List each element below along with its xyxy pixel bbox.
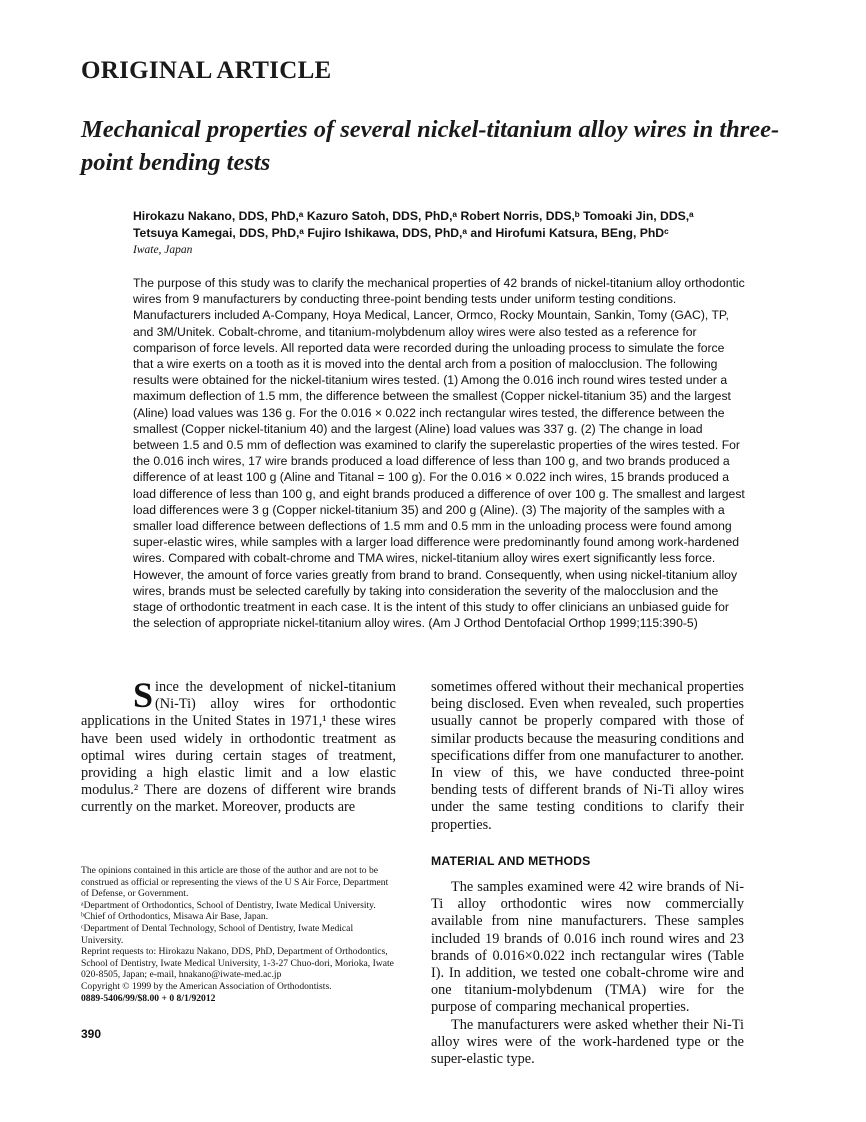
- footnote-code: 0889-5406/99/$8.00 + 0 8/1/92012: [81, 992, 216, 1004]
- footnote-reprint: Reprint requests to: Hirokazu Nakano, DDS, PhD, Department of Orthodontics, School of Dentistry, Iwate Medical University, 1-3-27 Chuo-dori, Morioka, Iwate 020-8505, Japan; e-mail, hnakano@iwate-med.ac.jp: [81, 946, 394, 981]
- drop-cap: S: [133, 675, 154, 715]
- section-label: ORIGINAL ARTICLE: [81, 57, 332, 84]
- author-list: [133, 208, 773, 242]
- footnote-c: ᶜDepartment of Dental Technology, School of Dentistry, Iwate Medical University.: [81, 922, 354, 946]
- body-column-left: [81, 675, 396, 817]
- page-number: 390: [81, 1027, 102, 1041]
- intro-paragraph: [81, 675, 396, 817]
- body-column-right: [431, 679, 744, 1068]
- affiliation: Iwate, Japan: [133, 244, 193, 256]
- footnote-b: ᵇChief of Orthodontics, Misawa Air Base, Japan.: [81, 911, 269, 923]
- footnote-copyright: Copyright © 1999 by the American Association of Orthodontists.: [81, 980, 332, 992]
- footnotes: [81, 865, 396, 1004]
- footnote-a: ᵃDepartment of Orthodontics, School of Dentistry, Iwate Medical University.: [81, 899, 376, 911]
- footnote-disclaimer: The opinions contained in this article are those of the author and are not to be construed as official or representing the views of the U S Air Force, Department of Defense, or Government.: [81, 865, 389, 900]
- methods-paragraph-2: The manufacturers were asked whether their Ni-Ti alloy wires were of the work-hardened type or the super-elastic type.: [431, 1016, 744, 1068]
- methods-heading: MATERIAL AND METHODS: [431, 853, 591, 868]
- author-line-2: Tetsuya Kamegai, DDS, PhD,ᵃ Fujiro Ishikawa, DDS, PhD,ᵃ and Hirofumi Katsura, BEng, PhDᶜ: [133, 226, 669, 240]
- article-title: Mechanical properties of several nickel-titanium alloy wires in three-point bending tests: [81, 116, 780, 176]
- abstract: The purpose of this study was to clarify the mechanical properties of 42 brands of nickel-titanium alloy orthodontic wires from 9 manufacturers by conducting three-point bending tests under uniform testing conditions. Manufacturers included A-Company, Hoya Medical, Lancer, Ormco, Rocky Mountain, Sankin, Tomy (GAC), TP, and 3M/Unitek. Cobalt-chrome, and titanium-molybdenum alloy wires were also tested as a reference for comparison of force levels. All reported data were recorded during the unloading process to simulate the force that a wire exerts on a tooth as it is moved into the dental arch from a position of malocclusion. The following results were obtained for the nickel-titanium wires tested. (1) Among the 0.016 inch round wires tested under a maximum deflection of 1.5 mm, the difference between the smallest (Copper nickel-titanium 35) and the largest (Aline) load values was 136 g. For the 0.016 × 0.022 inch rectangular wires tested, the difference between the smallest (Copper nickel-titanium 40) and the largest (Aline) load values was 337 g. (2) The change in load between 1.5 and 0.5 mm of deflection was examined to clarify the superelastic properties of the wires tested. For the 0.016 inch wires, 17 wire brands produced a load difference of less than 100 g, and two brands produced a difference of at least 100 g (Aline and Titanal = 100 g). For the 0.016 × 0.022 inch wires, 15 brands produced a load difference of less than 100 g, and eight brands produced a difference of over 100 g. The smallest and largest load differences were 3 g (Copper nickel-titanium 35) and 200 g (Aline). (3) The majority of the samples with a smaller load difference between deflections of 1.5 mm and 0.5 mm in the unloading process were found among super-elastic wires, while samples with a larger load difference were predominantly found among work-hardened wires. Compared with cobalt-chrome and TMA wires, nickel-titanium alloy wires exert significantly less force. However, the amount of force varies greatly from brand to brand. Consequently, when using nickel-titanium alloy wires, brands must be selected carefully by taking into consideration the severity of the malocclusion and the stage of orthodontic treatment in each case. It is the intent of this study to offer clinicians an unbiased guide for the selection of appropriate nickel-titanium alloy wires. (Am J Orthod Dentofacial Orthop 1999;115:390-5): [133, 276, 745, 631]
- intro-text: ince the development of nickel-titanium (Ni-Ti) alloy wires for orthodontic applications in the United States in 1971,¹ these wires have been used widely in orthodontic treatment as optimal wires during certain stages of treatment, providing a high elastic limit and a low elastic modulus.² There are dozens of different wire brands currently on the market. Moreover, products are: [81, 679, 396, 816]
- author-line-1: Hirokazu Nakano, DDS, PhD,ᵃ Kazuro Satoh, DDS, PhD,ᵃ Robert Norris, DDS,ᵇ Tomoaki Jin, DDS,ᵃ: [133, 209, 694, 223]
- methods-paragraph-1: The samples examined were 42 wire brands of Ni-Ti alloy orthodontic wires now commercially available from nine manufacturers. These samples included 19 brands of 0.016 inch round wires and 23 brands of 0.016×0.022 inch rectangular wires (Table I). In addition, we tested one cobalt-chrome wire and one titanium-molybdenum (TMA) wire for the purpose of comparing mechanical properties.: [431, 879, 744, 1016]
- intro-continuation: sometimes offered without their mechanical properties being disclosed. Even when revealed, such properties usually cannot be properly compared with those of similar products because the measuring conditions and specifications differ from one manufacturer to another. In view of this, we have conducted three-point bending tests of different brands of Ni-Ti alloy wires under the same testing conditions to clarify their properties.: [431, 679, 744, 833]
